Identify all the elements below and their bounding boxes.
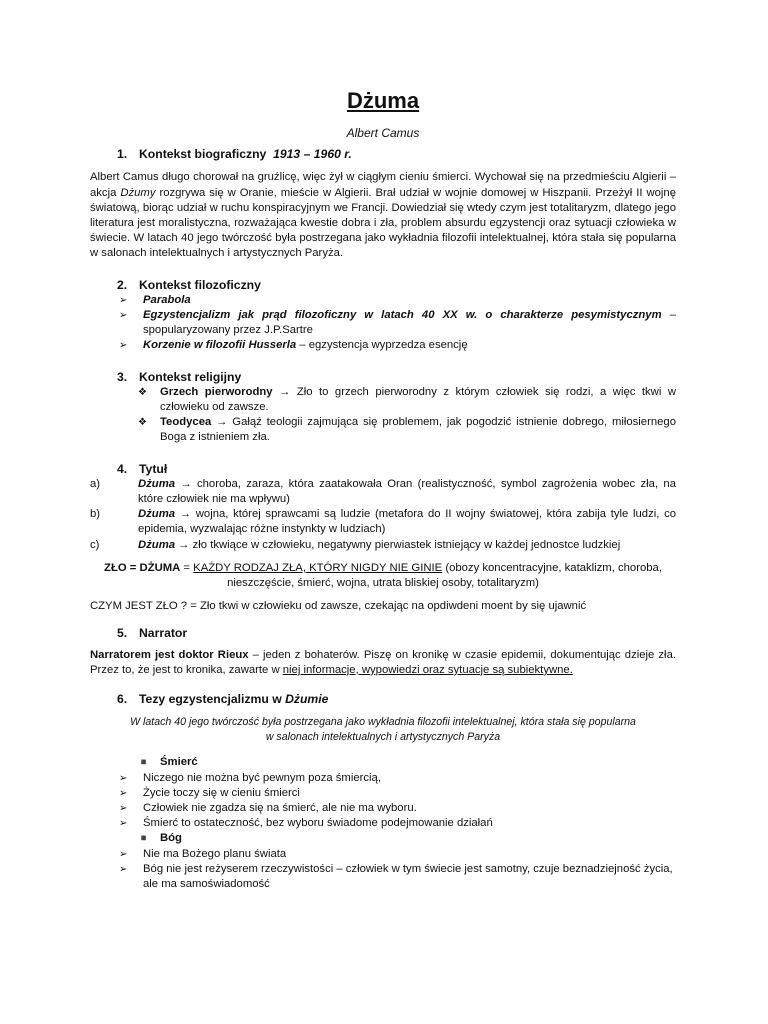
list-item-text: → wojna, której sprawcami są ludzie (metafora do II wojny światowej, która zabija tyle ludzi, co epidemia, wyzwalając różne instynkty w ludziach) xyxy=(138,508,676,536)
bog-list xyxy=(90,847,676,893)
list-item-text: Bóg nie jest reżyserem rzeczywistości – człowiek w tym świecie jest samotny, czuje beznadziejność życia, ale ma samoświadomość xyxy=(143,862,673,890)
section-2-number: 2. xyxy=(117,277,128,292)
paragraph-italic: Dżumy xyxy=(120,186,156,199)
list-item-bold: Korzenie w filozofii Husserla xyxy=(143,339,297,352)
czym-jest-zlo: CZYM JEST ZŁO ? = Zło tkwi w człowieku od zawsze, czekając na opdiwdeni moent by się ujawnić xyxy=(90,600,587,613)
list-item-text: → Zło to grzech pierworodny z którym człowiek się rodzi, a więc tkwi w człowieku od zawsze. xyxy=(160,385,676,414)
section-1-heading xyxy=(117,147,676,162)
arrowhead-bullet-icon: ➢ xyxy=(119,310,128,322)
section-6-heading xyxy=(117,692,676,707)
list-item xyxy=(116,816,676,831)
list-item-text: Niczego nie można być pewnym poza śmiercią, xyxy=(143,771,381,784)
subheading-smierc xyxy=(138,755,676,770)
zlo-label: ZŁO = DŻUMA xyxy=(104,561,181,574)
section-1-dates: 1913 – 1960 r. xyxy=(273,147,352,162)
list-item-text: → choroba, zaraza, która zaatakowała Oran (realistyczność, symbol zagrożenia wobec zła, na które człowiek nie ma wpływu) xyxy=(138,477,676,506)
section-2-title: Kontekst filozoficzny xyxy=(139,277,261,292)
equals-sign: = xyxy=(180,561,194,574)
list-item xyxy=(116,847,676,862)
section-5-title: Narrator xyxy=(139,626,188,641)
section-2-heading xyxy=(117,278,676,293)
author-name: Albert Camus xyxy=(346,126,420,140)
section-6-title: Tezy egzystencjalizmu w xyxy=(139,692,286,707)
list-item-text: Śmierć to ostateczność, bez wyboru świadome podejmowanie działań xyxy=(143,817,493,830)
list-item-text: Człowiek nie zgadza się na śmierć, ale nie ma wyboru. xyxy=(143,801,417,814)
section-6-quote: W latach 40 jego twórczość była postrzegana jako wykładnia filozofii intelektualnej, która stała się popularna w salonach intelektualnych i artystycznych Paryża xyxy=(130,716,636,744)
section-3-heading xyxy=(117,370,676,385)
list-item xyxy=(138,385,676,415)
arrowhead-bullet-icon: ➢ xyxy=(119,848,128,860)
list-item-text: – spopularyzowany przez J.P.Sartre xyxy=(143,309,676,337)
list-item-bold: Teodycea xyxy=(160,416,212,429)
list-item xyxy=(116,801,676,816)
paragraph-underlined: niej informacje, wypowiedzi oraz sytuacje są subiektywne. xyxy=(282,663,573,676)
list-item xyxy=(116,862,676,892)
section-5-paragraph xyxy=(90,648,676,678)
list-item xyxy=(90,477,676,507)
diamond-bullet-icon: ❖ xyxy=(138,386,147,398)
list-item-bold: Dżuma xyxy=(138,477,176,490)
section-3-number: 3. xyxy=(117,369,128,384)
subheading-bog xyxy=(138,831,676,846)
diamond-bullet-icon: ❖ xyxy=(138,417,147,429)
list-item-bold: Dżuma xyxy=(138,508,176,521)
subheading-text: Śmierć xyxy=(160,756,198,769)
list-item xyxy=(116,293,676,308)
list-item xyxy=(116,338,676,353)
list-item-text: – egzystencja wyprzedza esencję xyxy=(296,339,468,352)
arrowhead-bullet-icon: ➢ xyxy=(119,863,128,875)
zlo-definition xyxy=(100,561,666,591)
arrowhead-bullet-icon: ➢ xyxy=(119,294,128,306)
list-item-text: Życie toczy się w cieniu śmierci xyxy=(143,786,300,799)
zlo-underlined: KAŻDY RODZAJ ZŁA, KTÓRY NIGDY NIE GINIE xyxy=(193,561,443,574)
list-item xyxy=(138,415,676,445)
subheading-text: Bóg xyxy=(160,832,182,845)
list-item-text: → Gałąź teologii zajmująca się problemem, jak pogodzić istnienie dobrego, miłosiernego Boga z istnieniem zła. xyxy=(160,416,676,444)
list-item-bold: Grzech pierworodny xyxy=(160,385,273,398)
list-item xyxy=(116,308,676,338)
arrowhead-bullet-icon: ➢ xyxy=(119,772,128,784)
section-1-title: Kontekst biograficzny xyxy=(139,147,270,162)
list-letter: b) xyxy=(90,508,101,521)
square-bullet-icon: ◾ xyxy=(138,833,150,844)
paragraph-bold: Narratorem jest doktor Rieux xyxy=(90,648,249,661)
section-1-paragraph xyxy=(90,170,676,261)
arrowhead-bullet-icon: ➢ xyxy=(119,802,128,814)
list-letter: c) xyxy=(90,538,100,551)
square-bullet-icon: ◾ xyxy=(138,757,150,768)
section-6-title-italic: Dżumie xyxy=(285,692,329,707)
paragraph-text: – jeden z bohaterów. Piszę on kronikę w czasie epidemii, dokumentując dzieje zła. Przez to, że jest to kronika, zawarte w xyxy=(90,648,676,676)
list-item-text: Nie ma Bożego planu świata xyxy=(143,847,287,860)
list-item xyxy=(90,538,676,553)
paragraph-text: Albert Camus długo chorował na gruźlicę, więc żył w ciągłym cieniu śmierci. Wychował się na przedmieściu Algierii – akcja xyxy=(90,171,676,199)
arrowhead-bullet-icon: ➢ xyxy=(119,818,128,830)
section-4-heading xyxy=(117,462,676,477)
list-item-text: → zło tkwiące w człowieku, negatywny pierwiastek istniejący w każdej jednostce ludzkiej xyxy=(175,538,621,551)
arrowhead-bullet-icon: ➢ xyxy=(119,340,128,352)
list-item-text: Parabola xyxy=(143,293,191,306)
document-title: Dżuma xyxy=(346,88,420,113)
zlo-examples: (obozy koncentracyjne, kataklizm, choroba, nieszczęście, śmierć, wojna, utrata bliskiej osoby, totalitaryzm) xyxy=(227,561,662,590)
list-item xyxy=(90,507,676,537)
section-1-number: 1. xyxy=(117,147,128,162)
section-4-number: 4. xyxy=(117,461,128,476)
list-item-bold: Egzystencjalizm jak prąd filozoficzny w latach 40 XX w. o charakterze pesymistycznym xyxy=(143,309,662,322)
arrowhead-bullet-icon: ➢ xyxy=(119,787,128,799)
list-item-bold: Dżuma xyxy=(138,538,176,551)
section-5-number: 5. xyxy=(117,626,128,641)
section-6-number: 6. xyxy=(117,692,128,707)
smierc-list xyxy=(90,771,676,832)
list-item xyxy=(116,786,676,801)
section-4-title: Tytuł xyxy=(139,461,168,476)
list-item xyxy=(116,771,676,786)
section-5-heading xyxy=(117,626,676,641)
paragraph-text: rozgrywa się w Oranie, mieście w Algierii. Brał udział w wojnie domowej w Hiszpanii. Przeżył II wojnę światową, biorąc udział w ruchu konspiracyjnym we Francji. Dowiedział się wtedy czym jest totalitaryzm, dlatego jego literatura jest moralistyczna, rozważająca kwestie dobra i zła, problem absurdu egzystencji oraz sytuacji człowieka w świecie. W latach 40 jego twórczość była postrzegana jako wykładnia filozofii intelektualnej, która stała się popularna w salonach intelektualnych i artystycznych Paryża. xyxy=(90,186,676,260)
list-letter: a) xyxy=(90,477,101,490)
section-3-title: Kontekst religijny xyxy=(139,369,242,384)
